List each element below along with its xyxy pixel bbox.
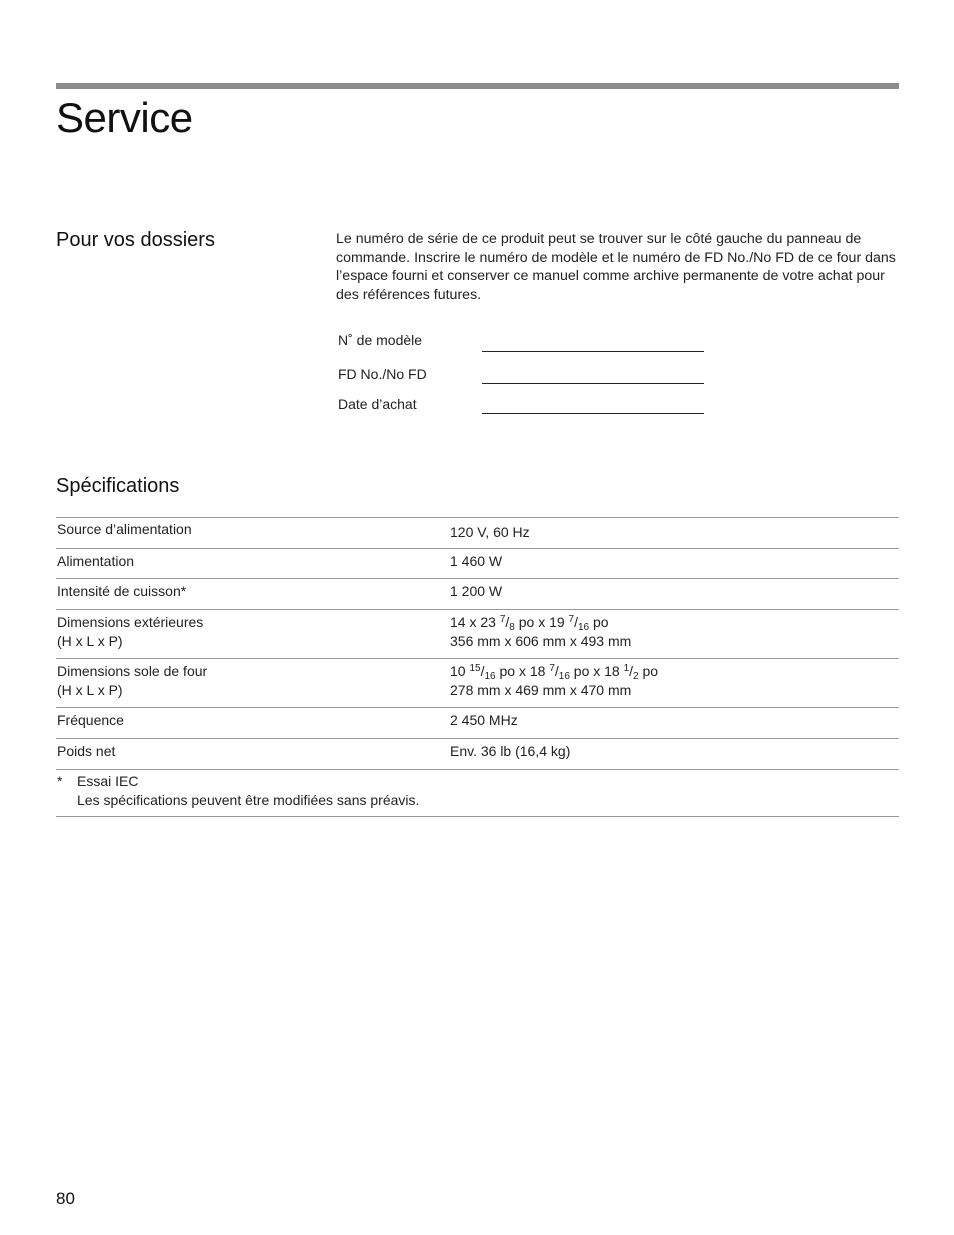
page-number: 80 — [56, 1189, 75, 1208]
spec-footnote — [56, 772, 899, 817]
spec-label: Fréquence — [57, 712, 124, 728]
spec-value — [450, 662, 890, 699]
spec-label — [57, 662, 437, 699]
spec-label: Poids net — [57, 743, 116, 759]
top-rule — [56, 83, 899, 89]
spec-label-line: Dimensions sole de four — [57, 663, 208, 679]
specs-heading: Spécifications — [56, 475, 180, 497]
spec-row — [56, 708, 899, 739]
spec-label: Source d’alimentation — [57, 521, 192, 537]
spec-label: Alimentation — [57, 553, 135, 569]
model-number-label: N˚ de modèle — [338, 332, 423, 348]
purchase-date-label: Date d’achat — [338, 396, 417, 412]
spec-value-fraction-line: 10 $^{15}/_{16}$ po x 18 $^7/_{16}$ po x 18 $^1/_2$ po — [450, 663, 659, 682]
spec-label — [57, 613, 437, 650]
spec-row — [56, 739, 899, 770]
records-heading: Pour vos dossiers — [56, 229, 215, 251]
spec-value: 2 450 MHz — [450, 712, 518, 728]
fd-number-label: FD No./No FD — [338, 366, 427, 382]
spec-row — [56, 549, 899, 579]
spec-value-fraction-line: 14 x 23 $^7/_8$ po x 19 $^7/_{16}$ po — [450, 614, 609, 633]
purchase-date-line[interactable] — [482, 413, 704, 414]
spec-row — [56, 518, 899, 549]
fd-number-line[interactable] — [482, 383, 704, 384]
spec-value: 1 200 W — [450, 583, 503, 599]
footnote-line: Essai IEC — [77, 773, 139, 789]
spec-row — [56, 659, 899, 708]
spec-label: Intensité de cuisson* — [57, 583, 187, 599]
spec-row — [56, 610, 899, 659]
model-number-line[interactable] — [482, 351, 704, 352]
spec-value-metric-line: 356 mm x 606 mm x 493 mm — [450, 632, 632, 649]
spec-table — [56, 517, 899, 770]
spec-value-metric-line: 278 mm x 469 mm x 470 mm — [450, 681, 632, 698]
spec-label-line: (H x L x P) — [57, 681, 123, 698]
spec-value — [450, 613, 890, 650]
spec-value: 1 460 W — [450, 553, 503, 569]
footnote-line: Les spécifications peuvent être modifiées sans préavis. — [77, 792, 420, 808]
spec-row — [56, 579, 899, 610]
spec-label-line: Dimensions extérieures — [57, 614, 204, 630]
records-intro: Le numéro de série de ce produit peut se trouver sur le côté gauche du panneau de commande. Inscrire le numéro de modèle et le numéro de FD No./No FD de ce four dans l’espace fourni et conserver ce manuel comme archive permanente de votre achat pour des références futures. — [336, 231, 896, 304]
spec-value: 120 V, 60 Hz — [450, 524, 530, 540]
page-title: Service — [56, 94, 193, 141]
spec-label-line: (H x L x P) — [57, 632, 123, 649]
footnote-text — [77, 772, 419, 810]
footnote-asterisk: * — [57, 773, 63, 789]
spec-value: Env. 36 lb (16,4 kg) — [450, 743, 571, 759]
